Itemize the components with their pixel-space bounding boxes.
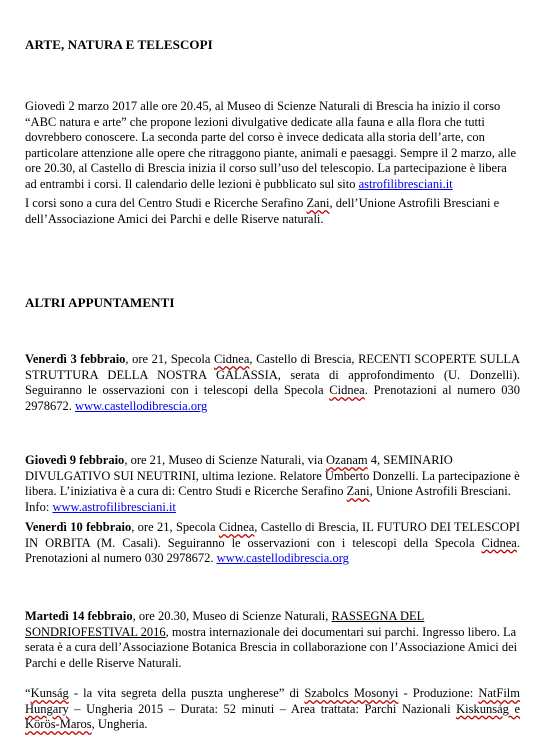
curated-paragraph [25, 196, 520, 227]
curated-text: I corsi sono a cura del Centro Studi e Ricerche Serafino [25, 196, 307, 210]
astrofili-link[interactable]: www.astrofilibresciani.it [52, 499, 176, 514]
festival-title: RASSEGNA DEL SONDRIOFESTIVAL 2016 [25, 609, 425, 639]
event-date: Martedì 14 febbraio [25, 609, 133, 623]
film-text: - Produzione: [398, 686, 479, 700]
event-text: , mostra internazionale dei documentari sui parchi. Ingresso libero. La serata è a cura dell’Associazione Botanica Brescia in collaborazione con l’Associazione Amici dei Parchi e delle Riserve Naturali. [25, 624, 518, 670]
event-text: . Prenotazioni al numero 030 2978672. [25, 535, 520, 566]
place-name: Cidnea [329, 383, 365, 398]
castello-link[interactable]: www.castellodibrescia.org [216, 551, 349, 566]
film-paragraph [25, 686, 520, 733]
event-paragraph-2 [25, 453, 520, 515]
event-text: , Unione Astrofili Bresciani. Info: [25, 484, 511, 514]
film-text: , Ungheria. [91, 717, 148, 732]
place-name: Cidnea [218, 520, 255, 534]
place-name: Cidnea [481, 535, 517, 550]
event-text: , Castello di Brescia, IL FUTURO DEI TELESCOPI IN ORBITA (M. Casali). Seguiranno le osservazioni con i telescopi della Specola [25, 520, 520, 550]
place-name: Cidnea [213, 352, 250, 366]
event-date: Giovedì 9 febbraio [25, 453, 125, 467]
street-name: Ozanam [326, 453, 368, 467]
event-text: , ore 21, Specola [131, 520, 219, 534]
event-text: , ore 20.30, Museo di Scienze Naturali, [132, 609, 332, 623]
event-paragraph-1 [25, 352, 520, 414]
event-paragraph-4 [25, 609, 520, 671]
event-date: Venerdì 10 febbraio [25, 520, 132, 534]
film-title: Kunság [30, 686, 69, 700]
film-producer: NatFilm Hungary [25, 686, 520, 716]
intro-paragraph [25, 99, 520, 193]
event-text: 4, SEMINARIO DIVULGATIVO SUI NEUTRINI, ultima lezione. Relatore Umberto Donzelli. La partecipazione è libera. L’iniziativa è a cura di: Centro Studi e Ricerche Serafino [25, 453, 520, 499]
event-text: , ore 21, Museo di Scienze Naturali, via [124, 453, 326, 467]
section-heading-appuntamenti: ALTRI APPUNTAMENTI [25, 295, 175, 310]
event-paragraph-3 [25, 520, 520, 567]
film-text: – Ungheria 2015 – Durata: 52 minuti – Area trattata: Parchi Nazionali [68, 701, 457, 716]
event-text: , Castello di Brescia, RECENTI SCOPERTE SULLA STRUTTURA DELLA NOSTRA GALASSIA, serata di approfondimento (U. Donzelli). Seguiranno le osservazioni con i telescopi della Specola [25, 352, 521, 398]
film-author: Szabolcs Mosonyi [304, 686, 399, 700]
name-zani: Zani [346, 484, 370, 499]
film-text: “ [25, 686, 31, 700]
event-text: . Prenotazioni al numero 030 2978672. [25, 383, 520, 413]
event-text: , ore 21, Specola [125, 352, 214, 366]
section-heading-arte: ARTE, NATURA E TELESCOPI [25, 37, 213, 52]
castello-link[interactable]: www.castellodibrescia.org [75, 398, 208, 413]
event-date: Venerdì 3 febbraio [25, 352, 126, 366]
film-text: - la vita segreta della puszta ungherese” di [68, 686, 305, 700]
park-names: Kiskunság e Körös-Maros [25, 701, 520, 732]
curated-text-2: , dell’Unione Astrofili Bresciani e dell’Associazione Amici dei Parchi e delle Riserve naturali. [25, 196, 500, 226]
astrofili-link[interactable]: astrofilibresciani.it [358, 176, 453, 191]
name-zani: Zani [306, 196, 330, 210]
intro-text: Giovedì 2 marzo 2017 alle ore 20.45, al Museo di Scienze Naturali di Brescia ha inizio il corso “ABC natura e arte” che propone lezioni divulgative dedicate alla fauna e alla flora che tutti dovrebbero conoscere. La seconda parte del corso è invece dedicata alla storia dell’arte, con particolare attenzione alle opere che ritraggono piante, animali e paesaggi. Sempre il 2 marzo, alle ore 20.30, al Castello di Brescia inizia il corso sull’uso del telescopio. La partecipazione è libera ad entrambi i corsi. Il calendario delle lezioni è pubblicato sul sito [25, 99, 517, 191]
